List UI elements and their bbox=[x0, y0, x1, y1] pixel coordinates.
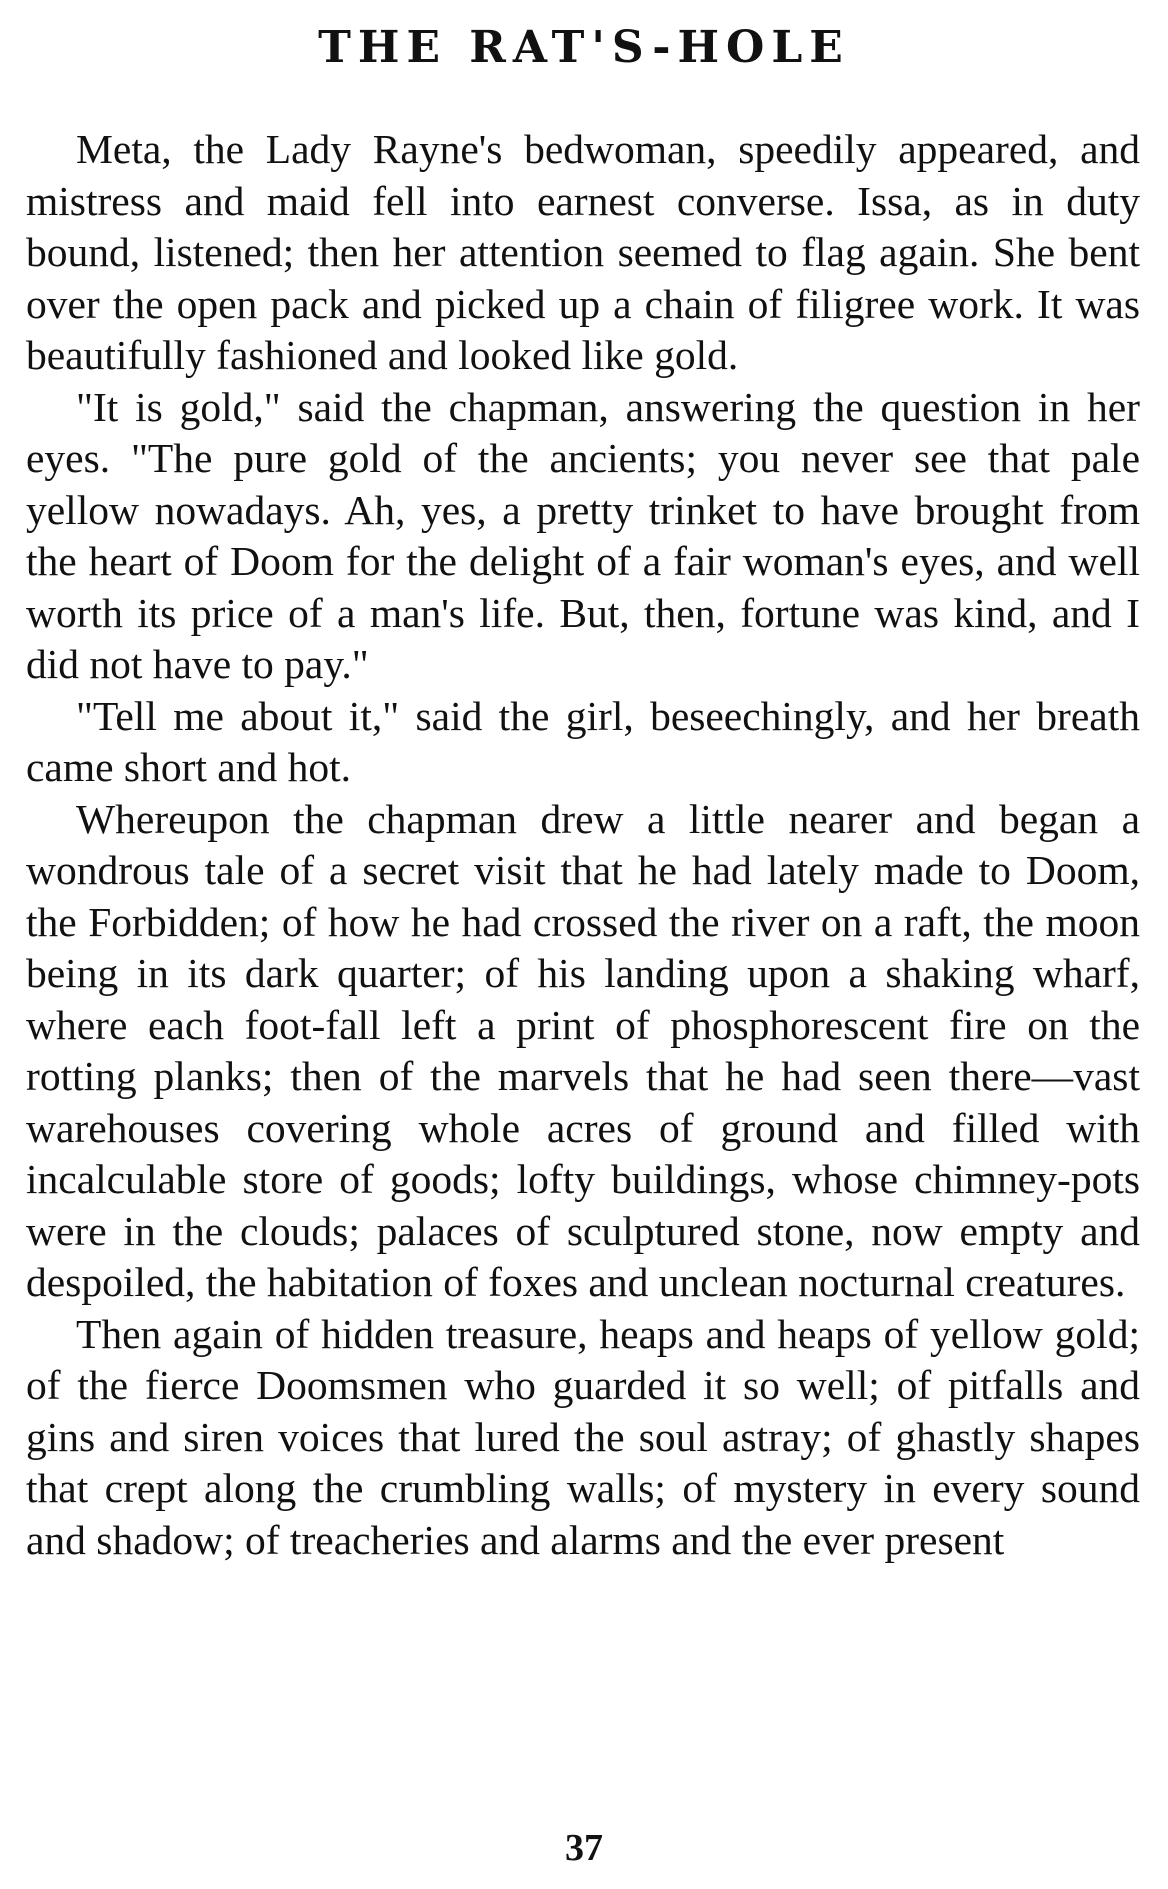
paragraph-5: Then again of hidden treasure, heaps and heaps of yellow gold; of the fierce Doomsmen who guarded it so well; of pitfalls and gins and siren voices that lured the soul astray; of ghastly shapes that crept along the crumbling walls; of mystery in every sound and shadow; of treacheries and alarms and the ever present bbox=[26, 1310, 1140, 1563]
page-title: THE RAT'S-HOLE bbox=[318, 22, 850, 73]
paragraph-2: "It is gold," said the chapman, answering the question in her eyes. "The pure gold of the ancients; you never see that pale yellow nowadays. Ah, yes, a pretty trinket to have brought from the heart of Doom for the delight of a fair woman's eyes, and well worth its price of a man's life. But, then, fortune was kind, and I did not have to pay." bbox=[26, 383, 1140, 687]
paragraph-3: "Tell me about it," said the girl, beseechingly, and her breath came short and hot. bbox=[26, 692, 1140, 790]
paragraph-1: Meta, the Lady Rayne's bedwoman, speedily appeared, and mistress and maid fell into earnest converse. Issa, as in duty bound, listened; then her attention seemed to flag again. She bent over the open pack and picked up a chain of filigree work. It was beautifully fashioned and looked like gold. bbox=[26, 126, 1140, 378]
paragraph-4: Whereupon the chapman drew a little nearer and began a wondrous tale of a secret visit that he had lately made to Doom, the Forbidden; of how he had crossed the river on a raft, the moon being in its dark quarter; of his landing upon a shaking wharf, where each foot-fall left a print of phosphorescent fire on the rotting planks; then of the marvels that he had seen there—vast warehouses covering whole acres of ground and filled with incalculable store of goods; lofty buildings, whose chimney-pots were in the clouds; palaces of sculptured stone, now empty and despoiled, the habitation of foxes and unclean nocturnal creatures. bbox=[26, 795, 1140, 1305]
body-text bbox=[26, 124, 1140, 1566]
page-number: 37 bbox=[565, 1827, 603, 1869]
